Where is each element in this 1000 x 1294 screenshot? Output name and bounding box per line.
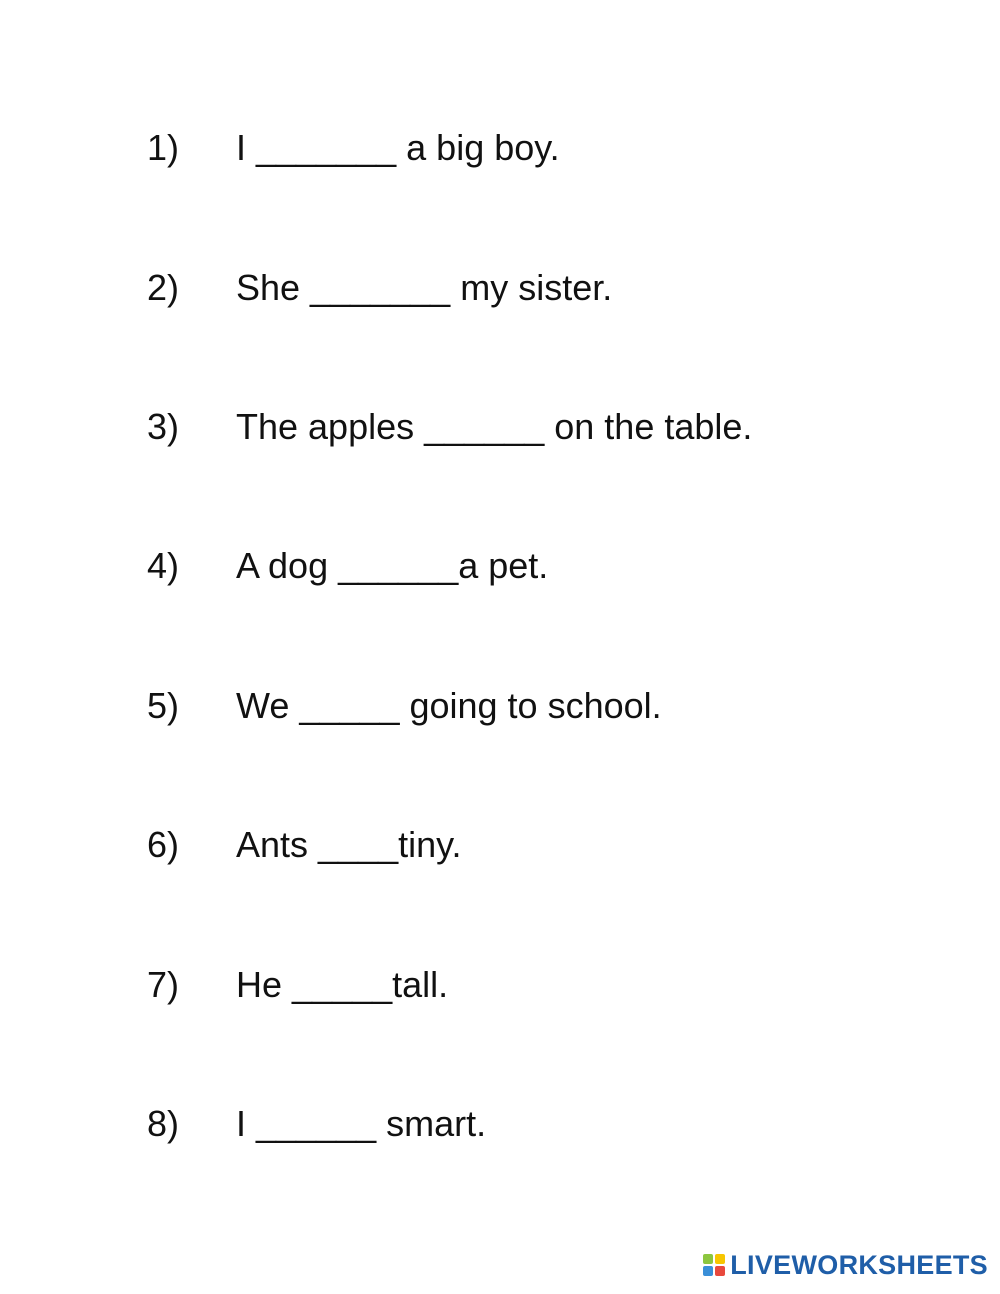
question-number: 2): [147, 267, 180, 308]
logo-square-green: [703, 1254, 713, 1264]
question-text: A dog ______a pet.: [236, 545, 549, 586]
question-item-4: [147, 541, 548, 591]
question-item-7: [147, 960, 448, 1010]
logo-square-red: [715, 1266, 725, 1276]
logo-square-blue: [703, 1266, 713, 1276]
question-item-5: [147, 681, 662, 731]
liveworksheets-logo-icon: [703, 1254, 725, 1276]
question-item-8: [147, 1099, 486, 1149]
question-text: He _____tall.: [236, 964, 449, 1005]
question-text: We _____ going to school.: [236, 685, 662, 726]
question-text: I _______ a big boy.: [236, 127, 560, 168]
logo-square-yellow: [715, 1254, 725, 1264]
question-number: 5): [147, 685, 180, 726]
question-number: 7): [147, 964, 180, 1005]
question-number: 4): [147, 545, 180, 586]
question-item-6: [147, 820, 461, 870]
brand-name: LIVEWORKSHEETS: [730, 1250, 988, 1280]
question-text: I ______ smart.: [236, 1103, 487, 1144]
question-text: Ants ____tiny.: [236, 824, 462, 865]
question-text: The apples ______ on the table.: [236, 406, 753, 447]
question-text: She _______ my sister.: [236, 267, 613, 308]
question-number: 1): [147, 127, 180, 168]
question-item-1: [147, 123, 560, 173]
question-number: 6): [147, 824, 180, 865]
liveworksheets-brand: [703, 1250, 988, 1280]
question-number: 3): [147, 406, 180, 447]
question-item-2: [147, 263, 612, 313]
question-item-3: [147, 402, 752, 452]
question-number: 8): [147, 1103, 180, 1144]
